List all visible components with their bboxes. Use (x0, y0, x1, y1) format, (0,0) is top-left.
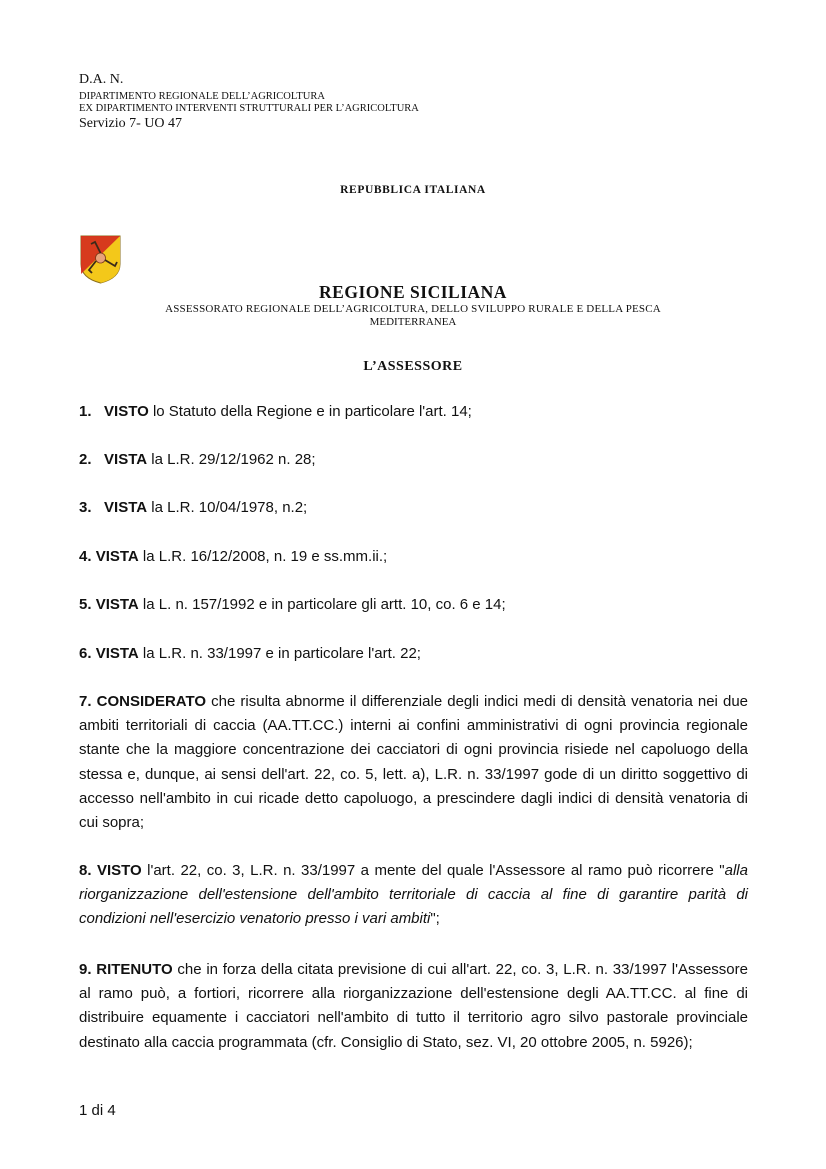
item-number: 1. (79, 403, 92, 420)
list-item (79, 448, 748, 472)
item-text: che risulta abnorme il differenziale degli indici medi di densità venatoria nei due ambiti territoriali di caccia (AA.TT.CC.) interni ai confini amministrativi di ogni provincia regionale stante che la maggiore concentrazione dei cacciatori di ogni provincia risiede nel capoluogo della stessa e, dunque, ai sensi dell'art. 22, co. 5, lett. a), L.R. n. 33/1997 gode di un diritto soggettivo di accesso nell'ambito in cui ricade detto capoluogo, a prescindere dagli indici di densità venatoria di cui sopra; (79, 693, 749, 832)
item-keyword: VISTA (95, 596, 139, 613)
item-number: 2. (79, 451, 92, 468)
list-item (79, 400, 748, 424)
list-item (79, 496, 748, 520)
sicily-emblem-icon (79, 234, 122, 284)
item-number: 9. (79, 961, 92, 978)
item-quote: alla riorganizzazione dell'estensione dell'ambito territoriale di caccia al fine di garantire parità di condizioni nell'esercizio venatorio presso i vari ambiti (79, 862, 748, 928)
item-keyword: RITENUTO (96, 961, 173, 978)
list-item (79, 958, 748, 1055)
assessorato-line-1: ASSESSORATO REGIONALE DELL’AGRICOLTURA, DELLO SVILUPPO RURALE E DELLA PESCA (165, 303, 661, 315)
list-item (79, 690, 748, 835)
item-text: la L.R. 29/12/1962 n. 28; (151, 451, 316, 468)
department-line-1: DIPARTIMENTO REGIONALE DELL’AGRICOLTURA (79, 91, 325, 102)
item-text: che in forza della citata previsione di cui all'art. 22, co. 3, L.R. n. 33/1997 l'Assessore al ramo può, a fortiori, ricorrere alla riorganizzazione dell'estensione degli AA.TT.CC. al fine di distribuire equamente i cacciatori nell'ambito di tutto il territorio agro silvo pastorale provinciale destinato alla caccia programmata (cfr. Consiglio di Stato, sez. VI, 20 ottobre 2005, n. 5926); (79, 961, 748, 1051)
item-number: 7. (79, 693, 92, 710)
item-keyword: VISTA (95, 548, 139, 565)
service-line: Servizio 7- UO 47 (79, 116, 183, 131)
region-title: REGIONE SICILIANA (319, 282, 507, 302)
item-keyword: VISTO (96, 862, 142, 879)
item-text: la L.R. n. 33/1997 e in particolare l'art. 22; (142, 645, 421, 662)
item-text: la L. n. 157/1992 e in particolare gli artt. 10, co. 6 e 14; (142, 596, 506, 613)
department-line-2: EX DIPARTIMENTO INTERVENTI STRUTTURALI PER L’AGRICOLTURA (79, 103, 419, 114)
item-keyword: VISTA (95, 645, 139, 662)
item-number: 6. (79, 645, 92, 662)
item-text: la L.R. 10/04/1978, n.2; (151, 499, 308, 516)
list-item (79, 545, 748, 569)
page-number: 1 di 4 (79, 1102, 116, 1119)
item-keyword: VISTA (104, 499, 148, 516)
item-text: la L.R. 16/12/2008, n. 19 e ss.mm.ii.; (142, 548, 388, 565)
item-text: l'art. 22, co. 3, L.R. n. 33/1997 a mente del quale l'Assessore al ramo può ricorrere " (147, 862, 725, 879)
list-item (79, 593, 748, 617)
list-item (79, 859, 748, 932)
decree-number: D.A. N. (79, 72, 124, 87)
item-keyword: CONSIDERATO (96, 693, 207, 710)
list-item (79, 642, 748, 666)
item-keyword: VISTO (104, 403, 149, 420)
item-text-end: "; (430, 910, 440, 928)
item-text: lo Statuto della Regione e in particolare l'art. 14; (152, 403, 472, 420)
republic-heading: REPUBBLICA ITALIANA (340, 184, 486, 196)
assessorato-line-2: MEDITERRANEA (369, 316, 457, 328)
item-number: 8. (79, 862, 92, 879)
document-title: L’ASSESSORE (363, 359, 463, 374)
item-number: 4. (79, 548, 92, 565)
item-keyword: VISTA (104, 451, 148, 468)
item-number: 3. (79, 499, 92, 516)
item-number: 5. (79, 596, 92, 613)
